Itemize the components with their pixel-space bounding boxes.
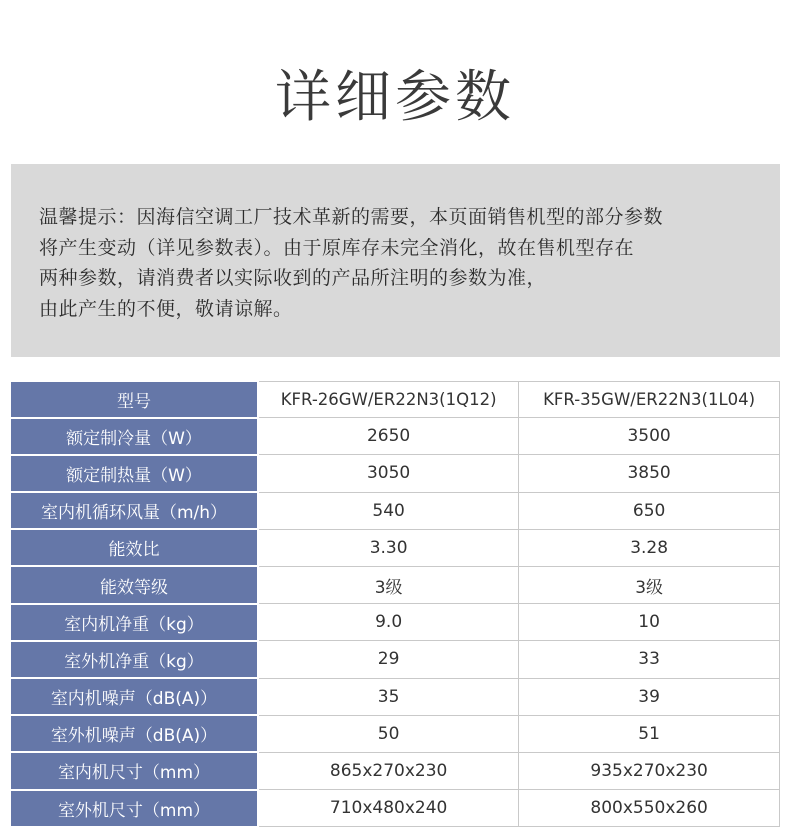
row-label-cell: 室内机循环风量（m/h） [11,492,258,529]
value-cell: 3850 [519,455,780,492]
row-label-cell: 室内机噪声（dB(A)） [11,678,258,715]
table-row [11,752,780,789]
table-row [11,678,780,715]
model-name-cell: KFR-35GW/ER22N3(1L04) [519,382,780,418]
row-label-cell: 额定制热量（W） [11,455,258,492]
value-cell: 3级 [519,566,780,603]
notice-line: 温馨提示：因海信空调工厂技术革新的需要，本页面销售机型的部分参数 [39,206,664,228]
notice-line: 由此产生的不便，敬请谅解。 [39,297,293,320]
notice-line: 两种参数，请消费者以实际收到的产品所注明的参数为准， [39,267,547,289]
notice-text [39,202,756,324]
model-name-cell: KFR-26GW/ER22N3(1Q12) [258,382,519,418]
value-cell: 710x480x240 [258,790,519,827]
value-cell: 3.30 [258,529,519,566]
table-row [11,790,780,827]
value-cell: 3.28 [519,529,780,566]
header-label-cell: 型号 [11,382,258,418]
table-row [11,566,780,603]
table-header-row [11,382,780,418]
row-label-cell: 能效比 [11,529,258,566]
value-cell: 39 [519,678,780,715]
value-cell: 35 [258,678,519,715]
table-row [11,492,780,529]
table-row [11,641,780,678]
params-table [11,381,780,828]
value-cell: 10 [519,604,780,641]
value-cell: 540 [258,492,519,529]
page-title: 详细参数 [275,65,515,130]
value-cell: 29 [258,641,519,678]
value-cell: 50 [258,715,519,752]
row-label-cell: 室外机净重（kg） [11,641,258,678]
row-label-cell: 能效等级 [11,566,258,603]
table-row [11,455,780,492]
value-cell: 2650 [258,418,519,455]
value-cell: 3050 [258,455,519,492]
value-cell: 935x270x230 [519,752,780,789]
table-row [11,418,780,455]
value-cell: 33 [519,641,780,678]
notice-box [11,164,780,357]
row-label-cell: 额定制冷量（W） [11,418,258,455]
value-cell: 650 [519,492,780,529]
value-cell: 3级 [258,566,519,603]
row-label-cell: 室外机尺寸（mm） [11,790,258,827]
value-cell: 865x270x230 [258,752,519,789]
table-row [11,604,780,641]
row-label-cell: 室内机净重（kg） [11,604,258,641]
notice-line: 将产生变动（详见参数表）。由于原库存未完全消化，故在售机型存在 [39,236,635,259]
table-row [11,715,780,752]
row-label-cell: 室外机噪声（dB(A)） [11,715,258,752]
value-cell: 3500 [519,418,780,455]
value-cell: 800x550x260 [519,790,780,827]
value-cell: 51 [519,715,780,752]
value-cell: 9.0 [258,604,519,641]
table-row [11,529,780,566]
row-label-cell: 室内机尺寸（mm） [11,752,258,789]
